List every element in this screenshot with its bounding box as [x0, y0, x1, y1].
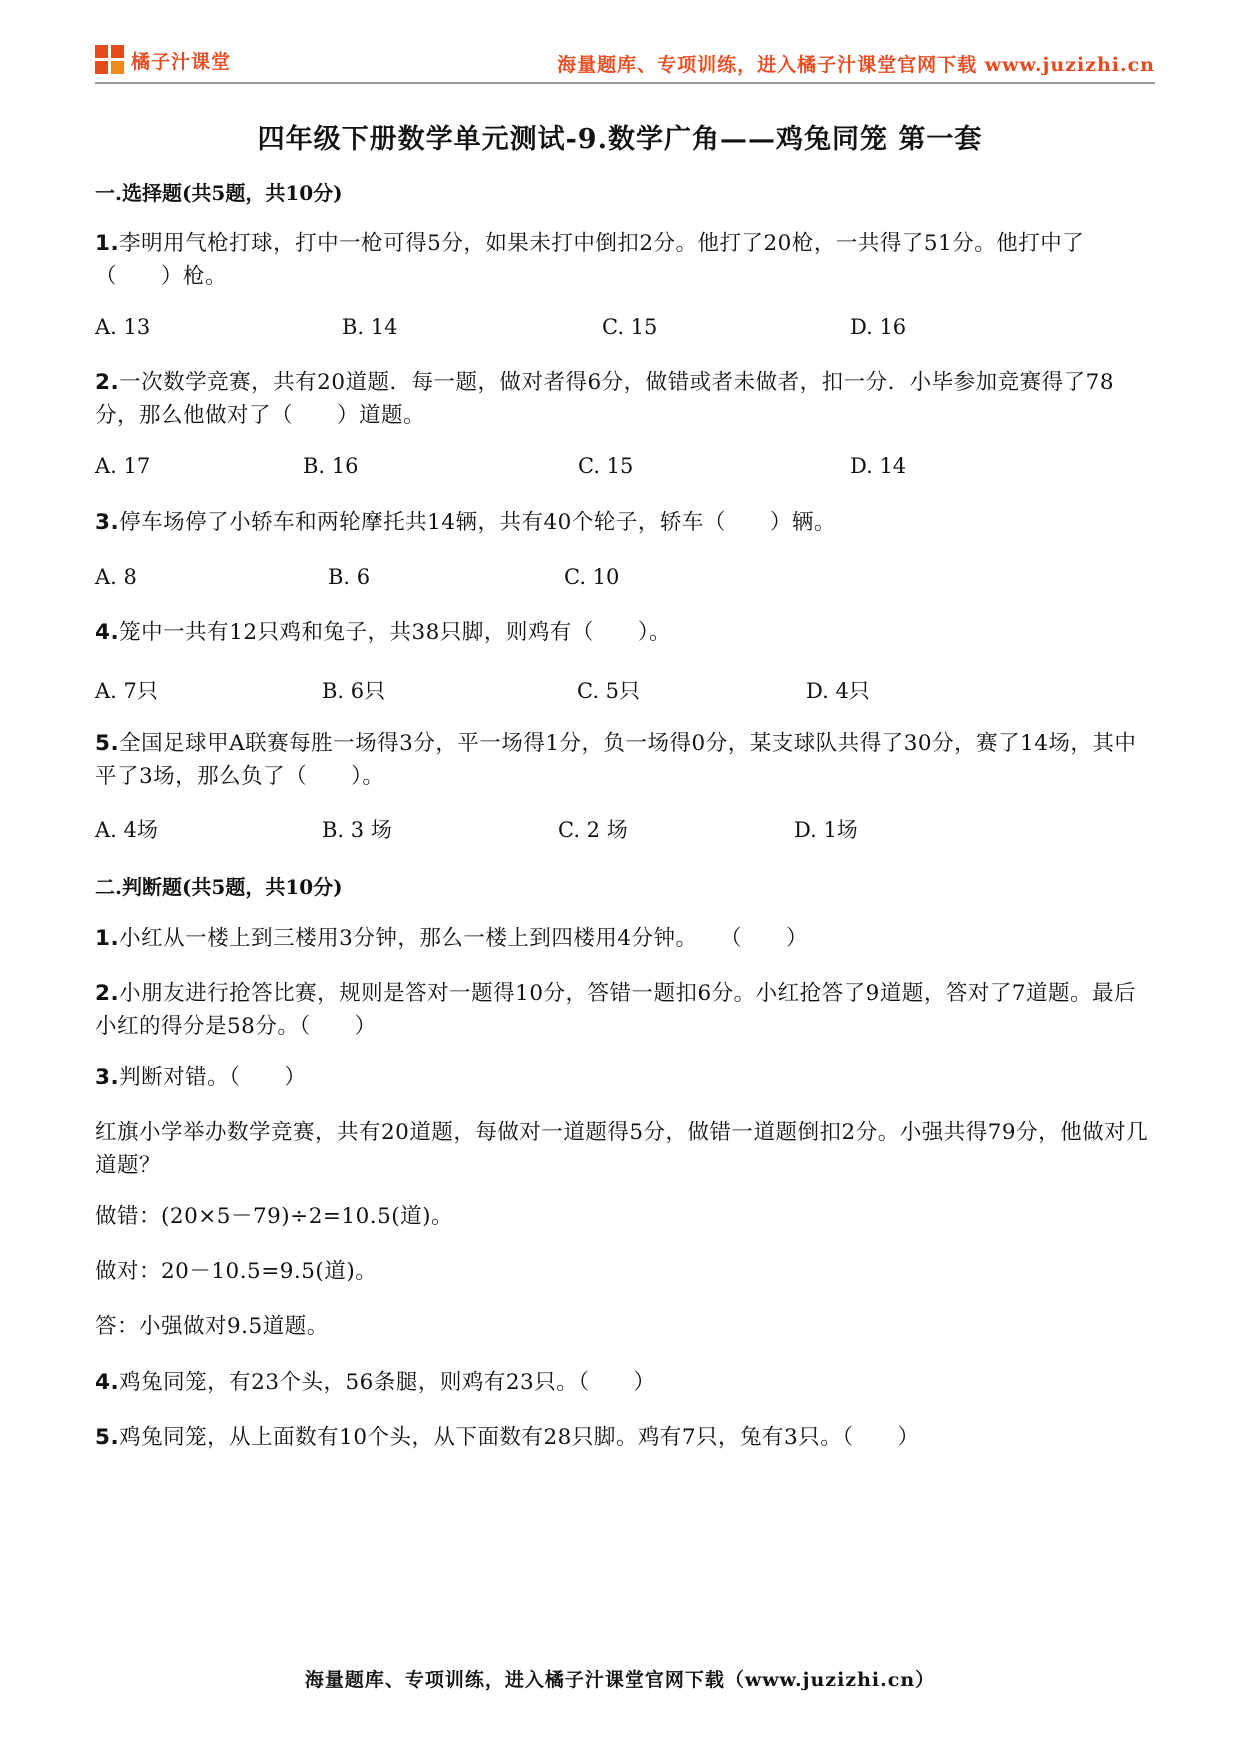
judgment-question-3-problem: 红旗小学举办数学竞赛，共有20道题，每做对一道题得5分，做错一道题倒扣2分。小强共得79分，他做对几道题？ [95, 1120, 1149, 1178]
judgment-question-2 [95, 977, 1155, 1043]
question-text: 小朋友进行抢答比赛，规则是答对一题得10分，答错一题扣6分。小红抢答了9道题，答对了7道题。最后小红的得分是58分。（ ） [95, 981, 1137, 1039]
question-text: 一次数学竞赛，共有20道题．每一题，做对者得6分，做错或者未做者，扣一分．小毕参加竞赛得了78分，那么他做对了（ ）道题。 [95, 370, 1115, 428]
option-a: A. 8 [95, 565, 137, 589]
header-slogan: 海量题库、专项训练，进入橘子汁课堂官网下载 www.juzizhi.cn [557, 54, 1155, 76]
option-b: B. 14 [342, 315, 398, 339]
option-a: A. 13 [95, 315, 151, 339]
logo-icon [95, 45, 125, 75]
option-b: B. 16 [303, 454, 359, 478]
judgment-question-4 [95, 1366, 1155, 1399]
question-text: 李明用气枪打球，打中一枪可得5分，如果未打中倒扣2分。他打了20枪，一共得了51分。他打中了（ ）枪。 [95, 231, 1085, 289]
question-text: 笼中一共有12只鸡和兔子，共38只脚，则鸡有（ ）。 [119, 620, 672, 645]
question-number: 2. [95, 370, 120, 395]
judgment-question-1 [95, 922, 1155, 955]
option-a: A. 4场 [95, 818, 158, 842]
choice-question-2 [95, 366, 1155, 432]
option-b: B. 3 场 [322, 818, 392, 842]
question-text: 停车场停了小轿车和两轮摩托共14辆，共有40个轮子，轿车（ ）辆。 [119, 510, 836, 535]
question-number: 2. [95, 981, 120, 1006]
option-a: A. 17 [95, 454, 151, 478]
judgment-question-3-step-right: 做对：20－10.5=9.5(道)。 [95, 1259, 378, 1284]
question-text: 鸡兔同笼，从上面数有10个头，从下面数有28只脚。鸡有7只，兔有3只。（ ） [119, 1425, 920, 1450]
question-number: 1. [95, 231, 120, 256]
option-b: B. 6只 [322, 679, 386, 703]
question-text: 全国足球甲A联赛每胜一场得3分，平一场得1分，负一场得0分，某支球队共得了30分，赛了14场，其中平了3场，那么负了（ ）。 [95, 731, 1137, 789]
question-number: 4. [95, 620, 120, 645]
choice-options-3 [95, 565, 1155, 595]
option-a: A. 7只 [95, 679, 158, 703]
option-d: D. 1场 [794, 818, 858, 842]
option-c: C. 15 [578, 454, 634, 478]
option-c: C. 10 [564, 565, 620, 589]
choice-options-5 [95, 814, 1155, 844]
question-number: 1. [95, 926, 120, 951]
option-c: C. 5只 [577, 679, 641, 703]
question-number: 3. [95, 1065, 120, 1090]
page-footer: 海量题库、专项训练，进入橘子汁课堂官网下载（www.juzizhi.cn） [304, 1669, 936, 1691]
page-header [95, 42, 1155, 84]
choice-question-5 [95, 727, 1155, 793]
option-c: C. 2 场 [558, 818, 628, 842]
option-d: D. 4只 [806, 679, 870, 703]
judgment-question-3-step-wrong: 做错：(20×5－79)÷2=10.5(道)。 [95, 1204, 454, 1229]
question-text: 鸡兔同笼，有23个头，56条腿，则鸡有23只。（ ） [119, 1370, 656, 1395]
section-heading-judgment: 二.判断题(共5题，共10分) [95, 875, 343, 899]
judgment-question-3-answer: 答：小强做对9.5道题。 [95, 1314, 329, 1339]
option-d: D. 14 [850, 454, 907, 478]
choice-question-3 [95, 506, 1155, 539]
section-heading-choice: 一.选择题(共5题，共10分) [95, 181, 343, 205]
judgment-question-3 [95, 1061, 1155, 1094]
judgment-question-5 [95, 1421, 1155, 1454]
logo-text: 橘子汁课堂 [131, 50, 232, 73]
choice-options-4 [95, 675, 1155, 705]
brand-logo [95, 44, 231, 76]
choice-options-1 [95, 315, 1155, 345]
question-number: 5. [95, 1425, 120, 1450]
question-number: 4. [95, 1370, 120, 1395]
choice-question-4 [95, 616, 1155, 649]
question-number: 3. [95, 510, 120, 535]
choice-question-1 [95, 227, 1155, 293]
question-text: 小红从一楼上到三楼用3分钟，那么一楼上到四楼用4分钟。 （ ） [119, 926, 809, 951]
question-text: 判断对错。（ ） [119, 1065, 307, 1090]
choice-options-2 [95, 454, 1155, 484]
option-c: C. 15 [602, 315, 658, 339]
question-number: 5. [95, 731, 120, 756]
page-title: 四年级下册数学单元测试-9.数学广角——鸡兔同笼 第一套 [257, 124, 983, 155]
option-b: B. 6 [328, 565, 371, 589]
option-d: D. 16 [850, 315, 907, 339]
